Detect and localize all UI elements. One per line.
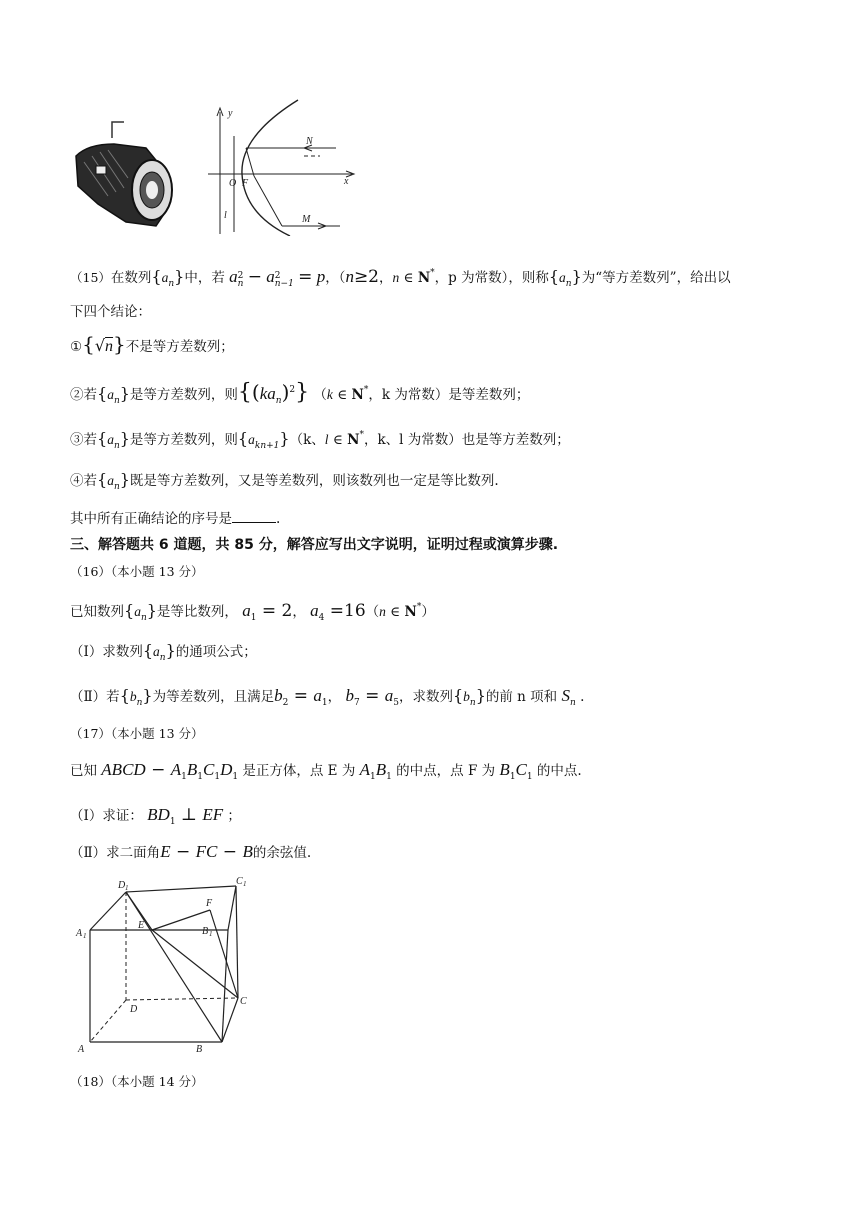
q16-part-2: （Ⅱ）若$\{b_n\}$为等差数列，且满足$b_2 = a_1$， $b_7 = a_5$，求数列$\{b_n\}$的前 n 项和 $S_n$ . bbox=[70, 686, 585, 708]
label-C1: C bbox=[236, 876, 243, 887]
parabola-diagram bbox=[200, 96, 360, 236]
label-y: y bbox=[228, 108, 233, 119]
label-B1: B bbox=[202, 926, 209, 937]
q15-stem-cont: 下四个结论： bbox=[70, 304, 151, 320]
label-A1-sub: 1 bbox=[83, 932, 87, 940]
q15-statement-3: ③若$\{a_n\}$是等方差数列，则$\{a_{kn+1}\}(k$、l ∈ N*，k、l 为常数）也是等方差数列； bbox=[70, 429, 570, 451]
label-F: F bbox=[206, 898, 213, 909]
label-E: E bbox=[138, 920, 145, 931]
label-C1-sub: 1 bbox=[243, 880, 247, 888]
q15-stem: （15）在数列$\{a_n\}$中，若 a $_{2 n}$ − a $_{2 n-1}$ = p，（n≥2，n ∈ N*，p 为常数），则称$\{a_n\}$为“等方差数列”，给出以 bbox=[70, 267, 731, 289]
flashlight-photo bbox=[68, 108, 180, 230]
label-C: C bbox=[240, 996, 247, 1007]
section-3-heading: 三、解答题共 6 道题，共 85 分，解答应写出文字说明，证明过程或演算步骤. bbox=[70, 537, 559, 553]
q16-part-1: （Ⅰ）求数列$\{a_n\}$的通项公式； bbox=[70, 641, 257, 663]
q17-part-2: （Ⅱ）求二面角E − FC − B的余弦值. bbox=[70, 842, 312, 862]
label-D: D bbox=[130, 1004, 138, 1015]
cube-diagram bbox=[72, 874, 262, 1056]
label-D1-sub: 1 bbox=[125, 884, 129, 892]
label-focus: F bbox=[242, 178, 249, 189]
q15-question: 其中所有正确结论的序号是 . bbox=[70, 511, 281, 527]
q15-statement-4: ④若$\{a_n\}$既是等方差数列，又是等差数列，则该数列也一定是等比数列. bbox=[70, 470, 499, 492]
q15-statement-2: ②若$\{a_n\}$是等方差数列，则$\{(ka_n)^2\}$ （k ∈ N*，k 为常数）是等差数列； bbox=[70, 380, 530, 406]
q16-stem: 已知数列$\{a_n\}$是等比数列， $a_1 = 2$， $a_4 =16(n$ ∈ N*） bbox=[70, 601, 435, 623]
q15-statement-1: ①{√n}不是等方差数列； bbox=[70, 332, 234, 356]
label-m: M bbox=[302, 214, 311, 225]
label-directrix: l bbox=[224, 210, 227, 221]
q17-part-1: （Ⅰ）求证： $BD_1$ ⊥ EF ； bbox=[70, 805, 241, 827]
label-A1: A bbox=[76, 928, 83, 939]
q18-header: （18）（本小题 14 分） bbox=[70, 1074, 204, 1089]
q16-header: （16）（本小题 13 分） bbox=[70, 564, 204, 579]
label-B1-sub: 1 bbox=[209, 930, 213, 938]
label-origin: O bbox=[229, 178, 237, 189]
q17-stem: 已知 ABCD − $A_1B_1C_1D_1$ 是正方体，点 E 为 $A_1B_1$ 的中点，点 F 为 $B_1C_1$ 的中点. bbox=[70, 760, 582, 782]
q17-header: （17）（本小题 13 分） bbox=[70, 726, 204, 741]
label-A: A bbox=[78, 1044, 85, 1055]
label-n: N bbox=[306, 136, 313, 147]
label-x: x bbox=[344, 176, 349, 187]
answer-blank[interactable] bbox=[232, 509, 276, 523]
label-B: B bbox=[196, 1044, 203, 1055]
label-D1: D bbox=[118, 880, 126, 891]
